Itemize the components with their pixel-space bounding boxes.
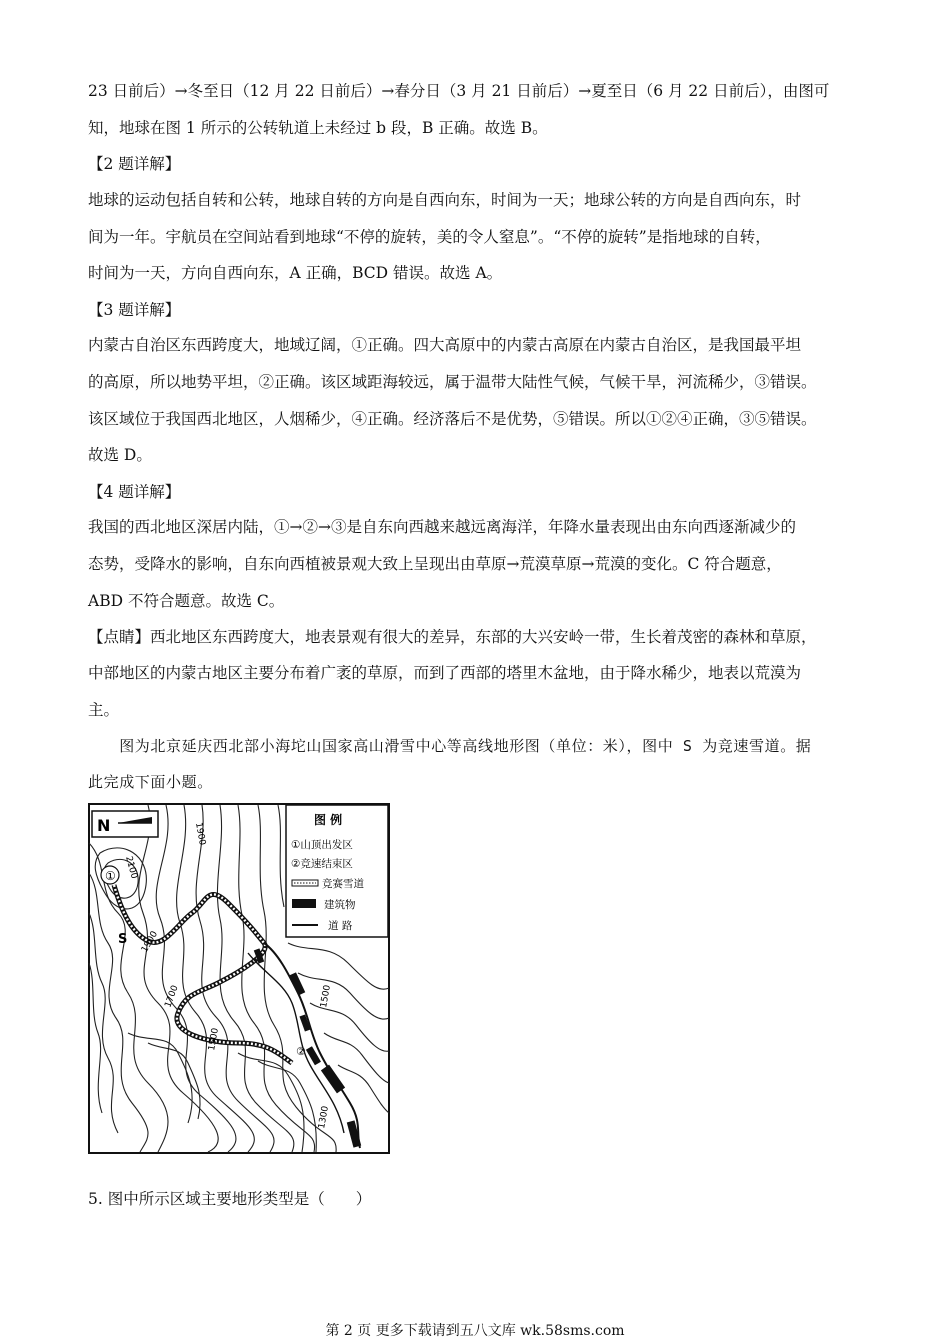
section-heading: 【2 题详解】: [88, 155, 181, 173]
section-heading: 【4 题详解】: [88, 483, 181, 501]
legend-item: ①山顶出发区: [291, 839, 353, 851]
text-line: 内蒙古自治区东西跨度大，地域辽阔，①正确。四大高原中的内蒙古高原在内蒙古自治区，是我国最平坦: [88, 336, 802, 354]
contour-map: [88, 803, 390, 1154]
contour-label: 1300: [317, 1105, 331, 1130]
legend-item: ②竞速结束区: [291, 858, 353, 870]
contour-label: 1700: [163, 984, 181, 1010]
text-line: 该区域位于我国西北地区，人烟稀少，④正确。经济落后不是优势，⑤错误。所以①②④正确，③⑤错误。: [88, 410, 817, 428]
page-footer: 第 2 页 更多下载请到五八文库 wk.58sms.com: [325, 1323, 625, 1339]
text-line: 态势，受降水的影响，自东向西植被景观大致上呈现出由草原→荒漠草原→荒漠的变化。C 符合题意，: [88, 555, 782, 573]
contour-label: 2100: [123, 855, 139, 880]
text-line: ABD 不符合题意。故选 C。: [88, 592, 285, 610]
text-line: 的高原，所以地势平坦，②正确。该区域距海较远，属于温带大陆性气候，气候干旱，河流稀少，③错误。: [88, 373, 817, 391]
text-line: 【点睛】西北地区东西跨度大，地表景观有很大的差异，东部的大兴安岭一带，生长着茂密的森林和草原，: [88, 628, 817, 646]
legend-item: 建筑物: [324, 899, 356, 911]
question-lead: 此完成下面小题。: [88, 773, 213, 791]
section-heading: 【3 题详解】: [88, 301, 181, 319]
text-line: 23 日前后）→冬至日（12 月 22 日前后）→春分日（3 月 21 日前后）→夏至日（6 月 22 日前后），由图可: [88, 82, 830, 100]
text-line: 间为一年。宇航员在空间站看到地球“不停的旋转，美的令人窒息”。“不停的旋转”是指地球的自转，: [88, 228, 771, 246]
contour-label: 1900: [139, 929, 161, 955]
contour-label: 1500: [319, 984, 333, 1009]
text-line: 我国的西北地区深居内陆，①→②→③是自东向西越来越远离海洋，年降水量表现出由东向西逐渐减少的: [88, 518, 796, 536]
point-label: ①: [105, 869, 116, 883]
point-label: S: [118, 932, 128, 947]
text-line: 故选 D。: [88, 446, 152, 464]
legend-item: 竞赛雪道: [322, 878, 364, 890]
text-line: 知，地球在图 1 所示的公转轨道上未经过 b 段，B 正确。故选 B。: [88, 119, 548, 137]
text-line: 主。: [88, 701, 120, 719]
north-label: N: [97, 816, 111, 835]
question-lead: 图为北京延庆西北部小海坨山国家高山滑雪中心等高线地形图（单位：米），图中 S 为竞速雪道。据: [88, 737, 812, 755]
legend-item: 道 路: [328, 920, 353, 932]
text-line: 中部地区的内蒙古地区主要分布着广袤的草原，而到了西部的塔里木盆地，由于降水稀少，地表以荒漠为: [88, 664, 802, 682]
contour-label: 1500: [207, 1027, 221, 1052]
question-5: 5. 图中所示区域主要地形类型是（ ）: [88, 1190, 372, 1208]
text-line: 地球的运动包括自转和公转，地球自转的方向是自西向东，时间为一天；地球公转的方向是自西向东，时: [88, 191, 802, 209]
contour-label: 1900: [193, 821, 207, 847]
legend-title: 图 例: [314, 813, 343, 827]
text-line: 时间为一天，方向自西向东，A 正确，BCD 错误。故选 A。: [88, 264, 503, 282]
point-label: ②: [296, 1045, 306, 1058]
contour-map-figure: [88, 803, 390, 1154]
